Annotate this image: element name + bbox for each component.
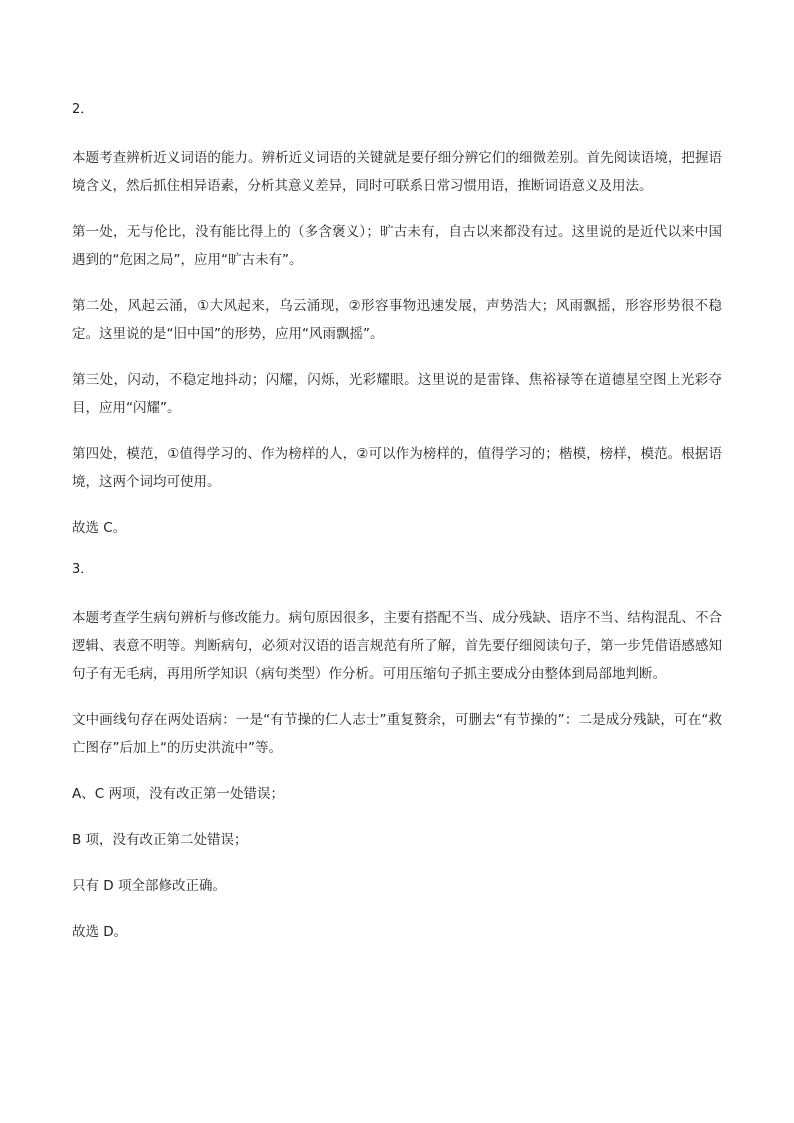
section3-option-ac: A、C 两项，没有改正第一处错误； bbox=[72, 786, 284, 802]
section3-option-d: 只有 D 项全部修改正确。 bbox=[72, 878, 226, 894]
section2-answer: 故选 C。 bbox=[72, 520, 127, 536]
section2-point-4: 第四处，模范，①值得学习的、作为榜样的人，②可以作为榜样的，值得学习的；楷模，榜样，模范。根据语境，这两个词均可使用。 bbox=[72, 446, 722, 490]
section3-analysis: 文中画线句存在两处语病：一是“有节操的仁人志士”重复赘余，可删去“有节操的”：二是成分残缺，可在“救亡图存”后加上“的历史洪流中”等。 bbox=[72, 712, 722, 756]
section2-point-2: 第二处，风起云涌，①大风起来，乌云涌现，②形容事物迅速发展，声势浩大；风雨飘摇，形容形势很不稳定。这里说的是“旧中国”的形势，应用“风雨飘摇”。 bbox=[72, 298, 722, 342]
section2-point-1: 第一处，无与伦比，没有能比得上的（多含褒义）；旷古未有，自古以来都没有过。这里说的是近代以来中国遇到的“危困之局”，应用“旷古未有”。 bbox=[72, 224, 722, 268]
section3-option-b: B 项，没有改正第二处错误； bbox=[72, 832, 248, 848]
section3-intro: 本题考查学生病句辨析与修改能力。病句原因很多，主要有搭配不当、成分残缺、语序不当、结构混乱、不合逻辑、表意不明等。判断病句，必须对汉语的语言规范有所了解，首先要仔细阅读句子，第一步凭借语感感知句子有无毛病，再用所学知识（病句类型）作分析。可用压缩句子抓主要成分由整体到局部地判断。 bbox=[72, 610, 722, 682]
section2-point-3: 第三处，闪动，不稳定地抖动；闪耀，闪烁，光彩耀眼。这里说的是雷锋、焦裕禄等在道德星空图上光彩夺目，应用“闪耀”。 bbox=[72, 372, 722, 416]
question-number-3: 3． bbox=[72, 562, 94, 577]
section2-intro: 本题考查辨析近义词语的能力。辨析近义词语的关键就是要仔细分辨它们的细微差别。首先阅读语境，把握语境含义，然后抓住相异语素，分析其意义差异，同时可联系日常习惯用语，推断词语意义及用法。 bbox=[72, 150, 722, 194]
answer-content bbox=[72, 100, 722, 964]
section3-answer: 故选 D。 bbox=[72, 924, 128, 940]
question-number-2: 2． bbox=[72, 102, 94, 117]
